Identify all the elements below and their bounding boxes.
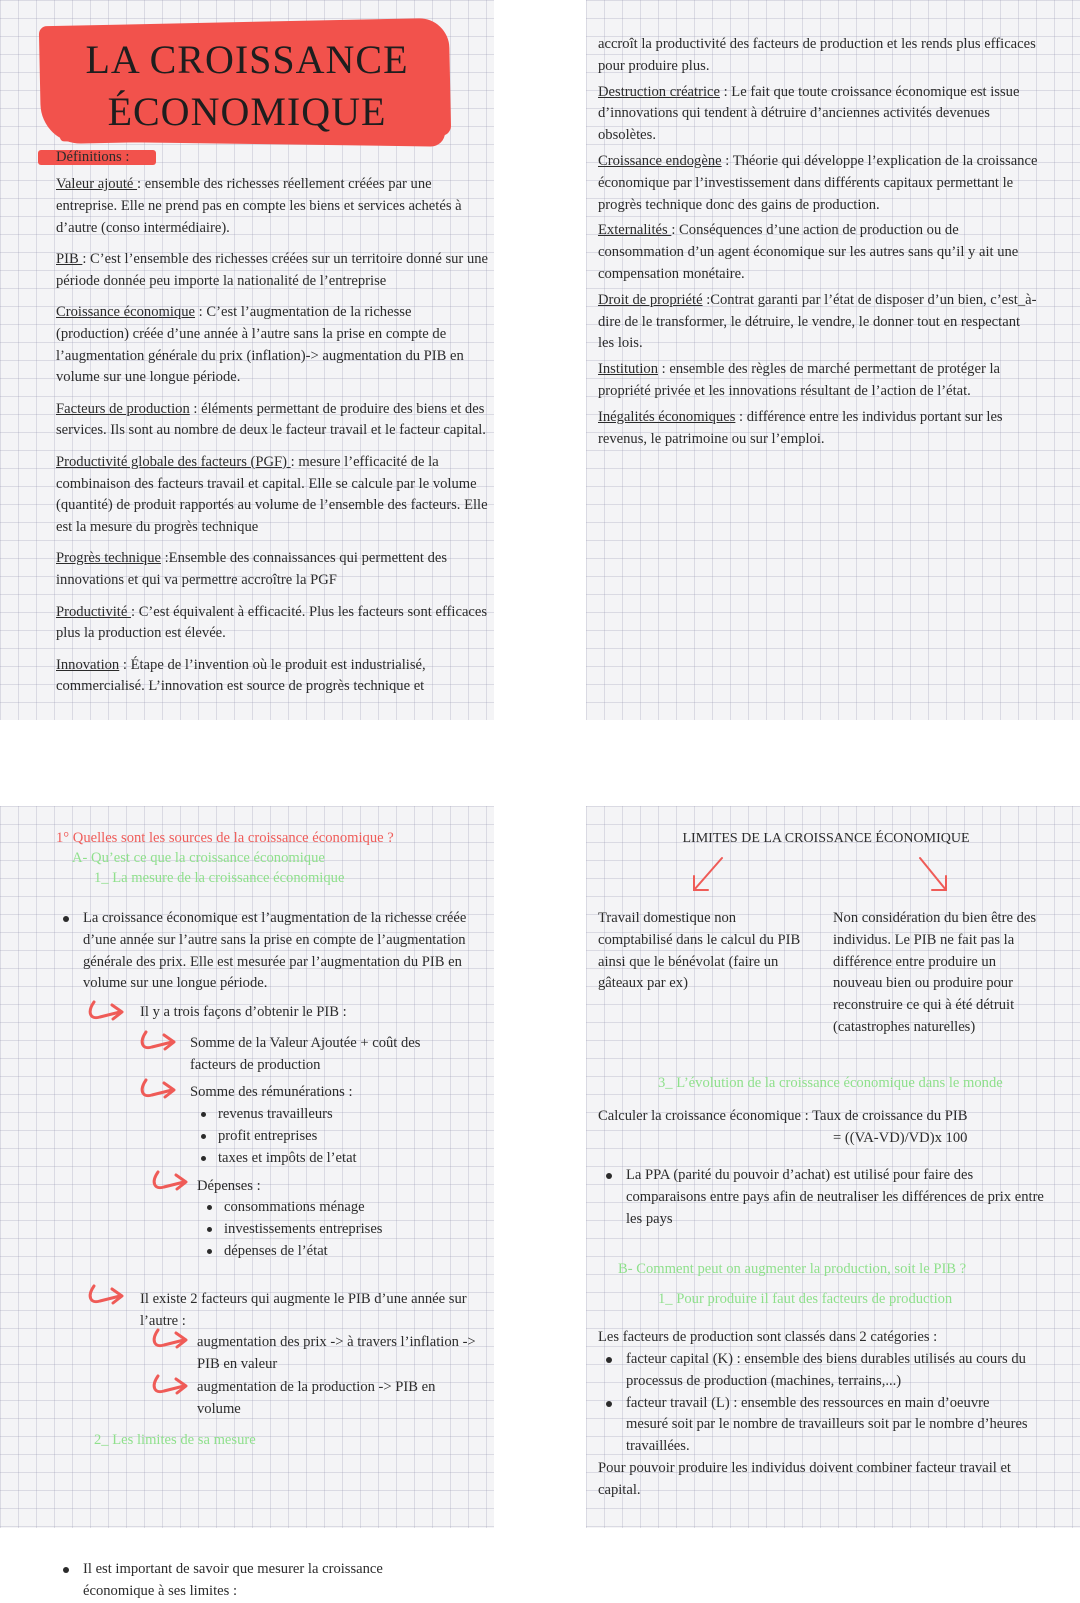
way-3-list — [204, 1197, 382, 1262]
arrow-down-right-icon — [914, 854, 954, 894]
way-3-text: Dépenses : — [197, 1178, 261, 1194]
section-heading-B: B- Comment peut on augmenter la production, soit le PIB ? — [618, 1261, 967, 1277]
definition-term: Productivité — [56, 603, 131, 620]
definition-item — [56, 602, 488, 646]
definitions-list — [56, 174, 488, 698]
section-heading-A: A- Qu’est ce que la croissance économique — [72, 850, 325, 866]
definition-text: : Théorie qui développe l’explication de la croissance économique par l’investissement dans différents capitaux permettant le progrès technique donc des gains de production. — [598, 152, 1038, 213]
definition-item — [56, 452, 488, 539]
curved-arrow-icon — [150, 1372, 192, 1398]
definition-item — [598, 290, 1038, 355]
list-item: taxes et impôts de l’etat — [198, 1148, 357, 1170]
section-heading-1-2: 2_ Les limites de sa mesure — [94, 1432, 256, 1448]
bullet-limits: Il est important de savoir que mesurer la croissance économique à ses limites : — [55, 1559, 443, 1603]
definition-text: : ensemble des règles de marché permettant de protéger la propriété privée et les innovations résultant de l’action de l’état. — [598, 361, 1000, 399]
way-2-text: Somme des rémunérations : — [190, 1084, 353, 1100]
bullet-ppa: La PPA (parité du pouvoir d’achat) est utilisé pour faire des comparaisons entre pays afin de neutraliser les différences de prix entre les pays — [598, 1165, 1056, 1230]
definition-continuation: accroît la productivité des facteurs de production et les rends plus efficaces pour produire plus. — [598, 36, 1036, 74]
limit-right-column: Non considération du bien être des individus. Le PIB ne fait pas la différence entre produire un nouveau bien ou produire pour reconstruire ce qui à été détruit (catastrophes naturelles) — [833, 910, 1037, 1035]
list-item: investissements entreprises — [204, 1219, 382, 1241]
page-title-line1: LA CROISSANCE — [85, 37, 409, 82]
list-item: profit entreprises — [198, 1126, 357, 1148]
list-item: facteur travail (L) : ensemble des ressources en main d’oeuvre mesuré soit par le nombre de travailleurs soit par le nombre d’heures travaillées. — [598, 1393, 1034, 1458]
limit-left-column: Travail domestique non comptabilisé dans le calcul du PIB ainsi que le bénévolat (faire un gâteaux par ex) — [598, 910, 801, 992]
definition-text: : C’est équivalent à efficacité. Plus les facteurs sont efficaces plus la production est élevée. — [56, 603, 488, 642]
definition-item — [56, 548, 488, 592]
way-1-text: Somme de la Valeur Ajoutée + coût des facteurs de production — [190, 1035, 421, 1073]
definition-term: Externalités — [598, 222, 672, 239]
page-1 — [0, 0, 494, 720]
curved-arrow-icon — [86, 1282, 128, 1308]
two-factors-text: Il existe 2 facteurs qui augmente le PIB d’une année sur l’autre : — [140, 1291, 467, 1329]
definition-term: Inégalités économiques — [598, 408, 736, 425]
way-2-list — [198, 1104, 357, 1169]
factors-intro: Les facteurs de production sont classés dans 2 catégories : — [598, 1329, 938, 1345]
definition-term: Institution — [598, 361, 658, 378]
definition-item — [598, 151, 1038, 216]
conclusion-text: Pour pouvoir produire les individus doivent combiner facteur travail et capital. — [598, 1460, 1011, 1498]
definition-text: : éléments permettant de produire des biens et des services. Ils sont au nombre de deux le facteur travail et le facteur capital. — [56, 400, 486, 439]
definition-text: : mesure l’efficacité de la combinaison des facteurs travail et capital. Elle se calcule par le volume (quantité) de produit rapportés au volume de l’ensemble des facteurs. Elle est la mesure du progrès technique — [56, 453, 488, 536]
definition-item — [56, 655, 488, 699]
definition-item — [598, 407, 1038, 451]
factors-list — [598, 1349, 1034, 1458]
section-heading-1: 1° Quelles sont les sources de la croissance économique ? — [56, 830, 394, 846]
definition-item — [56, 302, 488, 389]
curved-arrow-icon — [86, 998, 128, 1024]
curved-arrow-icon — [138, 1076, 180, 1102]
page-title-line2: ÉCONOMIQUE — [107, 89, 387, 134]
definition-text: : C’est l’ensemble des richesses créées sur un territoire donné sur une période donnée peu importe la nationalité de l’entreprise — [56, 250, 489, 289]
definition-text: : Étape de l’invention où le produit est industrialisé, commercialisé. L’innovation est source de progrès technique et — [56, 656, 426, 695]
definition-text: : Le fait que toute croissance économique est issue d’innovations qui tendent à détruire d’anciennes activités devenues obsolètes. — [598, 83, 1020, 144]
bullet-definition: La croissance économique est l’augmentation de la richesse créée d’une année sur l’autre sans la prise en compte de l’augmentation générale des prix. Elle est mesurée par l’augmentation du PIB en volume sur une longue période. — [55, 908, 493, 995]
page-3 — [0, 806, 494, 1599]
definition-item — [598, 220, 1038, 285]
definition-text: : ensemble des richesses réellement créées par une entreprise. Elle ne prend pas en compte les biens et services achetés à d’autre (conso intermédiaire). — [56, 176, 462, 236]
definition-item — [598, 359, 1038, 403]
section-heading-3: 3_ L’évolution de la croissance économique dans le monde — [658, 1075, 1003, 1091]
list-item: facteur capital (K) : ensemble des biens durables utilisés au cours du processus de production (machines, terrains,...) — [598, 1349, 1034, 1393]
arrow-down-left-icon — [688, 854, 728, 894]
list-item: consommations ménage — [204, 1197, 382, 1219]
curved-arrow-icon — [150, 1168, 192, 1194]
definition-term: Progrès technique — [56, 550, 161, 567]
curved-arrow-icon — [150, 1326, 192, 1352]
limits-heading: LIMITES DE LA CROISSANCE ÉCONOMIQUE — [682, 831, 970, 846]
definitions-heading: Définitions : — [56, 149, 130, 165]
curved-arrow-icon — [138, 1028, 180, 1054]
definition-item — [56, 249, 488, 293]
definition-term: Destruction créatrice — [598, 83, 720, 100]
definition-item — [56, 174, 488, 239]
section-heading-1-1: 1_ La mesure de la croissance économique — [94, 870, 345, 886]
definition-text: :Ensemble des connaissances qui permettent des innovations et qui va permettre accroître la PGF — [56, 550, 448, 589]
definition-term: Innovation — [56, 656, 120, 673]
definition-term: Croissance endogène — [598, 152, 722, 169]
definition-term: Droit de propriété — [598, 291, 703, 308]
definition-item — [56, 399, 488, 443]
factor-1-text: augmentation des prix -> à travers l’inflation -> PIB en valeur — [197, 1334, 476, 1372]
list-item: dépenses de l’état — [204, 1241, 382, 1263]
definition-text: : C’est l’augmentation de la richesse (production) créée d’une année à l’autre sans la prise en compte de l’augmentation générale du prix (inflation)-> augmentation du PIB en volume sur une longue période. — [56, 303, 464, 386]
calc-formula: = ((VA-VD)/VD)x 100 — [833, 1130, 968, 1146]
factor-2-text: augmentation de la production -> PIB en volume — [197, 1379, 436, 1417]
definition-term: Facteurs de production — [56, 400, 190, 417]
page-4 — [586, 806, 1080, 1528]
definition-term: Valeur ajouté — [56, 176, 138, 192]
three-ways-text: Il y a trois façons d’obtenir le PIB : — [140, 1004, 347, 1020]
definition-term: PIB — [56, 250, 83, 267]
calc-line-1: Calculer la croissance économique : Taux de croissance du PIB — [598, 1108, 968, 1124]
definition-text: :Contrat garanti par l’état de disposer d’un bien, c’est_à-dire de le transformer, le détruire, le vendre, le donner tout en respectant les lois. — [598, 291, 1037, 352]
list-item: revenus travailleurs — [198, 1104, 357, 1126]
definition-text: : différence entre les individus portant sur les revenus, le patrimoine ou sur l’emploi. — [598, 408, 1003, 447]
definitions-continued — [598, 34, 1038, 450]
definition-term: Productivité globale des facteurs (PGF) — [56, 453, 291, 470]
section-heading-B1: 1_ Pour produire il faut des facteurs de production — [658, 1291, 953, 1307]
page-2 — [586, 0, 1080, 720]
definition-text: : Conséquences d’une action de production ou de consommation d’un agent économique sur les autres sans qu’il y ait une compensation monétaire. — [598, 222, 1019, 282]
definition-item — [598, 82, 1038, 147]
definition-term: Croissance économique — [56, 303, 196, 320]
